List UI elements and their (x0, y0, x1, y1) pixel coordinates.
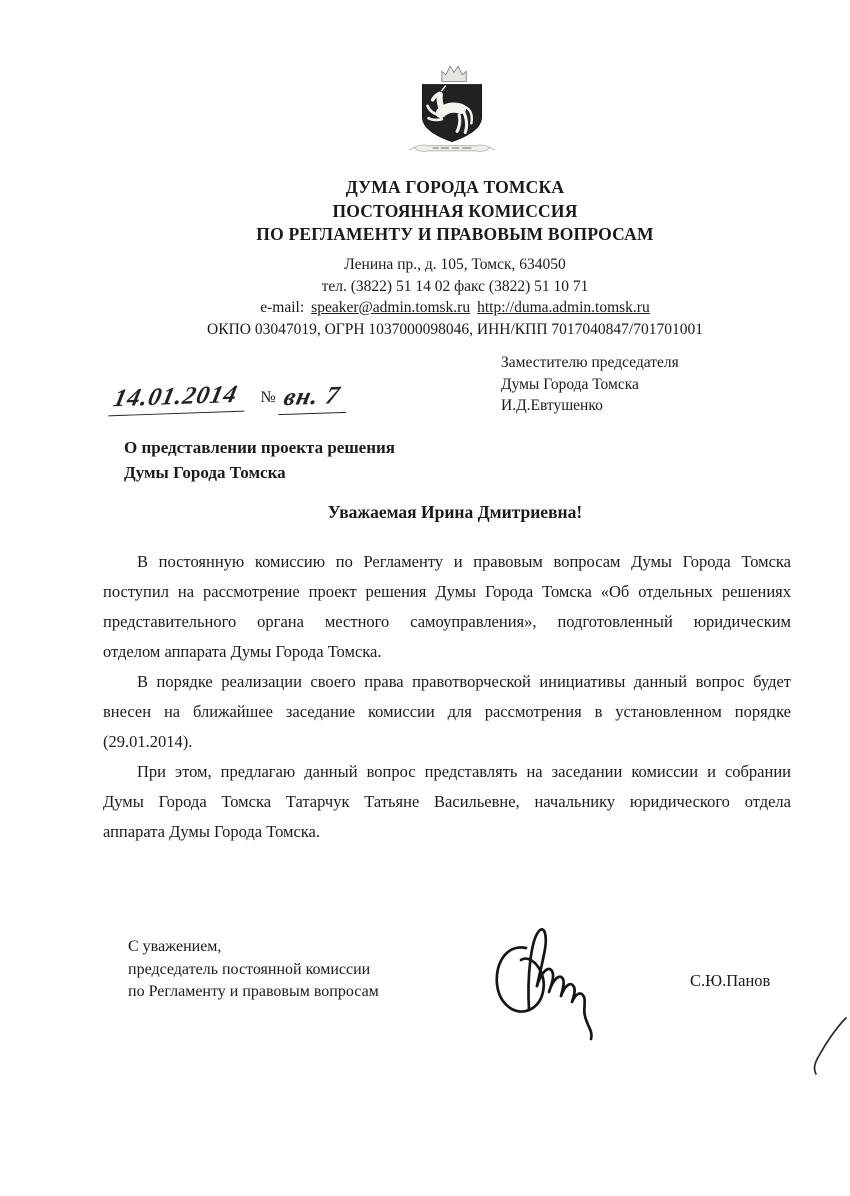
reference-line (112, 383, 349, 414)
org-email-link: speaker@admin.tomsk.ru (311, 299, 471, 316)
body-paragraph-1 (103, 547, 791, 667)
closing-line3: по Регламенту и правовым вопросам (128, 983, 379, 1000)
subject-line1: О представлении проекта решения (124, 438, 396, 457)
pen-stroke-mark (808, 1014, 850, 1078)
body-paragraph-2 (103, 667, 791, 757)
body-line: При этом, предлагаю данный вопрос представлять на заседании комиссии и собрании (137, 762, 791, 781)
numero-sign: № (260, 389, 276, 406)
body-line: В порядке реализации своего права правотворческой инициативы данный вопрос будет (137, 672, 791, 691)
body-line: аппарата Думы Города Томска. (103, 822, 320, 841)
tomsk-coat-of-arms-icon (408, 60, 496, 162)
org-name-line3: ПО РЕГЛАМЕНТУ И ПРАВОВЫМ ВОПРОСАМ (256, 224, 654, 244)
body-line: внесен на ближайшее заседание комиссии для рассмотрения в установленном порядке (103, 702, 791, 721)
org-address: Ленина пр., д. 105, Томск, 634050 (344, 256, 566, 273)
org-registration-codes: ОКПО 03047019, ОГРН 1037000098046, ИНН/КПП 7017040847/701701001 (207, 320, 703, 338)
crown-icon (442, 66, 466, 81)
org-name-line1: ДУМА ГОРОДА ТОМСКА (345, 177, 565, 197)
org-site-link: http://duma.admin.tomsk.ru (477, 299, 650, 316)
org-email-line (60, 297, 850, 319)
signer-name: С.Ю.Панов (690, 971, 771, 990)
body-line: представительного органа местного самоуправления», подготовленный юридическим (103, 612, 791, 631)
org-header (60, 176, 850, 247)
closing-block (128, 936, 379, 1004)
body-line: поступил на рассмотрение проект решения Думы Города Томска «Об отдельных решениях (103, 582, 791, 601)
recipient-name: И.Д.Евтушенко (501, 397, 603, 414)
shield-shape (422, 84, 481, 141)
org-contacts (60, 254, 850, 340)
recipient-block (501, 352, 679, 417)
subject-line2: Думы Города Томска (124, 463, 286, 482)
org-phone: тел. (3822) 51 14 02 факс (3822) 51 10 71 (321, 277, 589, 295)
recipient-position-line1: Заместителю председателя (501, 354, 679, 371)
body-line: отделом аппарата Думы Города Томска. (103, 642, 382, 661)
org-name-line2: ПОСТОЯННАЯ КОМИССИЯ (332, 200, 578, 221)
closing-line1: С уважением, (128, 938, 222, 955)
body-line: Думы Города Томска Татарчук Татьяне Васильевне, начальнику юридического отдела (103, 792, 791, 811)
letter-body (103, 547, 791, 847)
recipient-position-line2: Думы Города Томска (501, 375, 639, 393)
handwritten-date: 14.01.2014 (108, 381, 250, 417)
handwritten-signature-icon (490, 916, 612, 1042)
email-label: e-mail: (260, 299, 305, 316)
salutation: Уважаемая Ирина Дмитриевна! (327, 502, 583, 522)
closing-line2: председатель постоянной комиссии (128, 960, 371, 978)
body-line: В постоянную комиссию по Регламенту и правовым вопросам Думы Города Томска (137, 552, 791, 571)
subject-block (124, 435, 395, 485)
body-paragraph-3 (103, 757, 791, 847)
body-line: (29.01.2014). (103, 732, 193, 751)
handwritten-number: вн. 7 (278, 382, 352, 415)
ribbon-banner (409, 145, 495, 151)
